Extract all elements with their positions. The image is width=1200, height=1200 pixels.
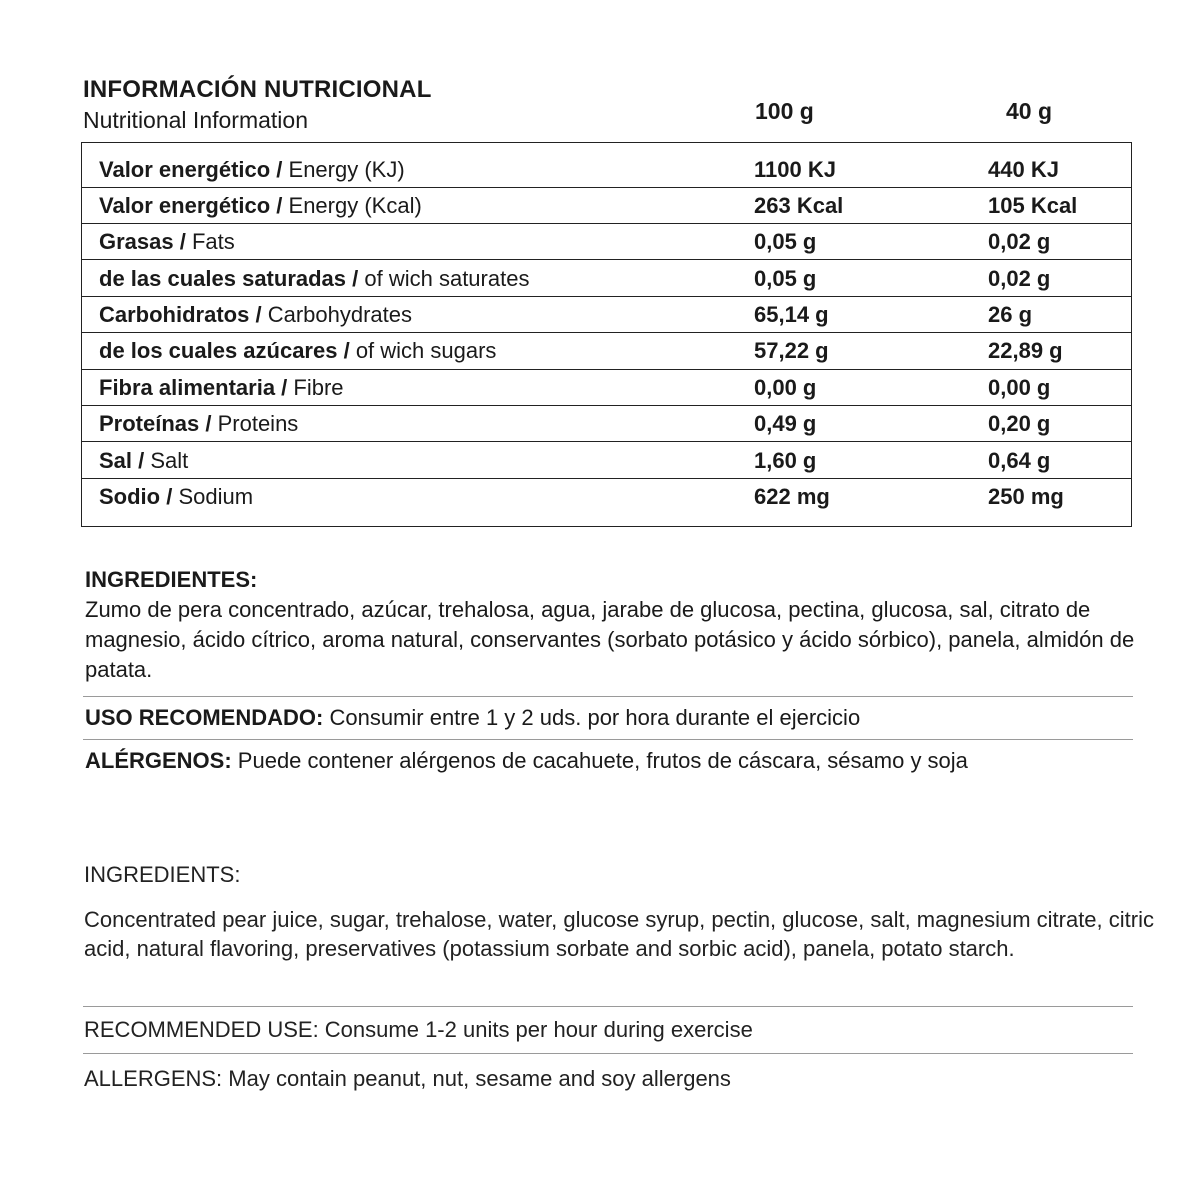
table-row — [82, 406, 1131, 442]
section-divider — [83, 739, 1133, 740]
page-title: INFORMACIÓN NUTRICIONAL — [83, 76, 432, 103]
value-100g: 622 mg — [754, 484, 830, 509]
value-40g: 250 mg — [988, 484, 1064, 509]
nutrition-table — [81, 142, 1132, 527]
recommended-use-es-text: Consumir entre 1 y 2 uds. por hora durante el ejercicio — [323, 705, 861, 730]
nutrient-label-es: Valor energético / — [99, 157, 283, 182]
value-100g: 65,14 g — [754, 302, 829, 327]
value-40g: 22,89 g — [988, 338, 1063, 363]
ingredients-es-label: INGREDIENTES: — [85, 567, 258, 592]
nutrient-label-es: de los cuales azúcares / — [99, 338, 350, 363]
nutrient-label-es: Proteínas / — [99, 411, 212, 436]
recommended-use-es-label: USO RECOMENDADO: — [85, 705, 324, 730]
nutrient-label-es: Carbohidratos / — [99, 302, 262, 327]
nutrient-label-en: Energy (KJ) — [282, 157, 405, 182]
value-100g: 0,49 g — [754, 411, 817, 436]
allergens-es — [85, 746, 1145, 776]
nutrient-label-es: Sodio / — [99, 484, 173, 509]
ingredients-en-text: Concentrated pear juice, sugar, trehalose, water, glucose syrup, pectin, glucose, salt, magnesium citrate, citric acid, natural flavoring, preservatives (potassium sorbate and sorbic acid), panela, potato starch. — [84, 907, 1154, 961]
section-divider — [83, 696, 1133, 697]
nutrient-label-en: Energy (Kcal) — [282, 193, 422, 218]
value-100g: 0,05 g — [754, 266, 817, 291]
allergens-en: ALLERGENS: May contain peanut, nut, sesame and soy allergens — [84, 1066, 731, 1091]
value-100g: 0,05 g — [754, 229, 817, 254]
value-40g: 440 KJ — [988, 157, 1059, 182]
page-subtitle: Nutritional Information — [83, 107, 308, 133]
ingredients-en-label: INGREDIENTS: — [84, 862, 241, 887]
value-40g: 0,00 g — [988, 375, 1051, 400]
value-100g: 57,22 g — [754, 338, 829, 363]
nutrient-label-en: Fats — [185, 229, 235, 254]
allergens-es-label: ALÉRGENOS: — [85, 748, 232, 773]
recommended-use-en: RECOMMENDED USE: Consume 1-2 units per hour during exercise — [84, 1017, 753, 1042]
value-40g: 0,64 g — [988, 448, 1051, 473]
nutrient-label-en: Carbohydrates — [261, 302, 412, 327]
allergens-es-text: Puede contener alérgenos de cacahuete, frutos de cáscara, sésamo y soja — [231, 748, 968, 773]
ingredients-es-text: Zumo de pera concentrado, azúcar, trehalosa, agua, jarabe de glucosa, pectina, glucosa, sal, citrato de magnesio, ácido cítrico, aroma natural, conservantes (sorbato potásico y ácido sórbico), panela, almidón de patata. — [85, 597, 1135, 682]
value-40g: 0,02 g — [988, 266, 1051, 291]
table-row — [82, 224, 1131, 260]
column-header-100g: 100 g — [755, 98, 814, 124]
table-row — [82, 152, 1131, 188]
value-40g: 0,02 g — [988, 229, 1051, 254]
section-divider — [83, 1053, 1133, 1054]
nutrient-label-en: of wich sugars — [349, 338, 497, 363]
nutrient-label-en: of wich saturates — [358, 266, 530, 291]
row-divider — [82, 441, 1131, 442]
ingredients-es — [85, 565, 1145, 685]
value-100g: 1100 KJ — [754, 157, 836, 182]
nutrient-label-en: Fibre — [287, 375, 344, 400]
row-divider — [82, 259, 1131, 260]
nutrient-label-en: Sodium — [172, 484, 254, 509]
value-40g: 26 g — [988, 302, 1033, 327]
table-row — [82, 479, 1131, 515]
table-row — [82, 443, 1131, 479]
nutrient-label-es: Fibra alimentaria / — [99, 375, 288, 400]
nutrient-label-es: de las cuales saturadas / — [99, 266, 359, 291]
table-row — [82, 333, 1131, 369]
nutrient-label-es: Grasas / — [99, 229, 186, 254]
nutrient-label-es: Valor energético / — [99, 193, 283, 218]
section-divider — [83, 1006, 1133, 1007]
table-row — [82, 297, 1131, 333]
nutrient-label-es: Sal / — [99, 448, 145, 473]
value-100g: 0,00 g — [754, 375, 817, 400]
nutrient-label-en: Proteins — [211, 411, 299, 436]
table-row — [82, 261, 1131, 297]
table-row — [82, 370, 1131, 406]
column-header-40g: 40 g — [1006, 98, 1053, 124]
recommended-use-es — [85, 703, 1145, 733]
value-40g: 0,20 g — [988, 411, 1051, 436]
table-row — [82, 188, 1131, 224]
value-100g: 1,60 g — [754, 448, 817, 473]
value-100g: 263 Kcal — [754, 193, 844, 218]
nutrient-label-en: Salt — [144, 448, 189, 473]
value-40g: 105 Kcal — [988, 193, 1078, 218]
